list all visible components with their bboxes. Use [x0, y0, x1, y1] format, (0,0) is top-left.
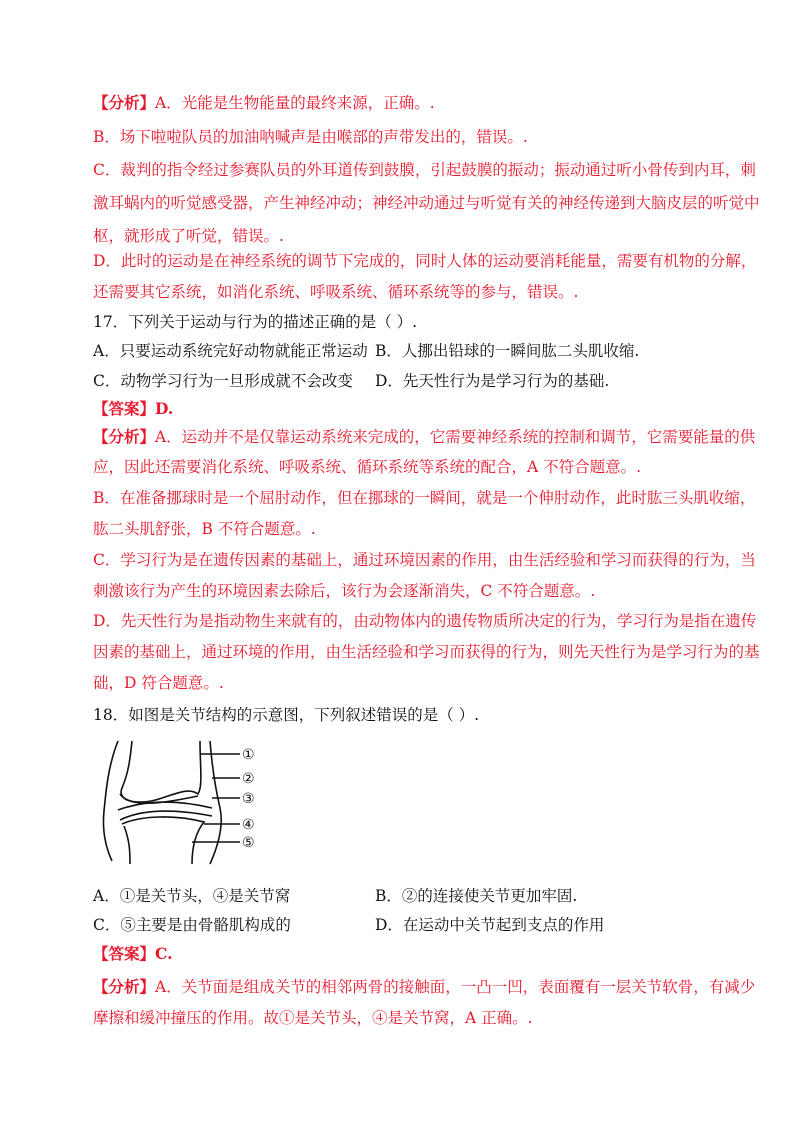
analysis16-line-c1: C．裁判的指令经过参赛队员的外耳道传到鼓膜，引起鼓膜的振动；振动通过听小骨传到内耳，刺 — [93, 161, 756, 179]
q18-option-c: C．⑤主要是由骨骼肌构成的 — [93, 916, 291, 934]
analysis16-line-b: B．场下啦啦队员的加油呐喊声是由喉部的声带发出的，错误。. — [93, 128, 528, 146]
capsule-left-outline — [103, 741, 118, 861]
q17-option-a: A．只要运动系统完好动物就能正常运动 — [93, 342, 368, 360]
capsule-right-outline — [210, 741, 221, 864]
question-18-stem: 18．如图是关节结构的示意图，下列叙述错误的是（ ）. — [93, 706, 480, 724]
q18-option-a: A．①是关节头，④是关节窝 — [93, 887, 291, 905]
lower-cartilage-outline — [120, 811, 212, 820]
answer-value: C. — [155, 944, 173, 963]
analysis-text: A．光能是生物能量的最终来源，正确。. — [155, 94, 435, 112]
diagram-label-3: ③ — [242, 791, 255, 807]
analysis16-line-a — [93, 92, 435, 114]
analysis-tag: 【分析】 — [93, 93, 156, 112]
diagram-label-4: ④ — [242, 817, 255, 833]
q18-option-b: B．②的连接使关节更加牢固. — [375, 887, 578, 905]
q18-option-d: D．在运动中关节起到支点的作用 — [375, 916, 605, 934]
question-17-stem: 17．下列关于运动与行为的描述正确的是（ ）. — [93, 313, 418, 331]
diagram-label-1: ① — [242, 747, 255, 763]
q17-analysis-d3: 础，D 符合题意。. — [93, 674, 224, 692]
answer-value: D. — [155, 399, 174, 418]
upper-bone-outline — [121, 741, 201, 802]
joint-cavity-line — [118, 802, 212, 810]
q17-analysis-b2: 肱二头肌舒张，B 不符合题意。. — [93, 520, 316, 538]
q17-analysis-c2: 刺激该行为产生的环境因素去除后，该行为会逐渐消失，C 不符合题意。. — [93, 582, 596, 600]
q17-option-d: D．先天性行为是学习行为的基础. — [375, 372, 610, 390]
q18-analysis-a2: 摩擦和缓冲撞压的作用。故①是关节头，④是关节窝，A 正确。. — [93, 1009, 533, 1027]
q17-option-c: C．动物学习行为一旦形成就不会改变 — [93, 372, 353, 390]
analysis16-line-d1: D．此时的运动是在神经系统的调节下完成的，同时人体的运动要消耗能量，需要有机物的分解， — [93, 252, 757, 270]
q17-analysis-b1: B．在准备挪球时是一个屈肘动作，但在挪球的一瞬间，就是一个伸肘动作，此时肱三头肌收缩， — [93, 489, 756, 507]
diagram-label-2: ② — [242, 771, 255, 787]
analysis16-line-d2: 还需要其它系统，如消化系统、呼吸系统、循环系统等的参与，错误。. — [93, 283, 579, 301]
lower-bone-left-outline — [124, 826, 130, 864]
analysis-text: A．关节面是组成关节的相邻两骨的接触面，一凸一凹，表面覆有一层关节软骨，有减少 — [155, 978, 756, 996]
answer-tag: 【答案】 — [93, 944, 156, 963]
q17-analysis-d2: 因素的基础上，通过环境的作用，由生活经验和学习而获得的行为，则先天性行为是学习行为的基 — [93, 643, 760, 661]
analysis-tag: 【分析】 — [93, 427, 156, 446]
analysis16-line-c2: 激耳蜗内的听觉感受器，产生神经冲动；神经冲动通过与听觉有关的神经传递到大脑皮层的听觉中 — [93, 194, 760, 212]
q18-answer — [93, 943, 172, 965]
analysis-text: A．运动并不是仅靠运动系统来完成的，它需要神经系统的控制和调节，它需要能量的供 — [155, 428, 756, 446]
q17-analysis-a2: 应，因此还需要消化系统、呼吸系统、循环系统等系统的配合，A 不符合题意。. — [93, 458, 642, 476]
q17-analysis-d1: D．先天性行为是指动物生来就有的，由动物体内的遗传物质所决定的行为，学习行为是指在遗传 — [93, 612, 757, 630]
analysis-tag: 【分析】 — [93, 977, 156, 996]
q17-analysis-c1: C．学习行为是在遗传因素的基础上，通过环境因素的作用，由生活经验和学习而获得的行为，当 — [93, 551, 756, 569]
q17-option-b: B．人挪出铅球的一瞬间肱二头肌收缩. — [375, 342, 640, 360]
diagram-label-5: ⑤ — [242, 835, 255, 851]
q17-answer — [93, 398, 173, 420]
answer-tag: 【答案】 — [93, 399, 156, 418]
q17-analysis-a1 — [93, 426, 755, 448]
q18-analysis-a1 — [93, 976, 755, 998]
analysis16-line-c3: 枢，就形成了听觉，错误。. — [93, 227, 284, 245]
joint-structure-diagram — [100, 736, 280, 866]
lower-bone-outline — [122, 817, 204, 864]
